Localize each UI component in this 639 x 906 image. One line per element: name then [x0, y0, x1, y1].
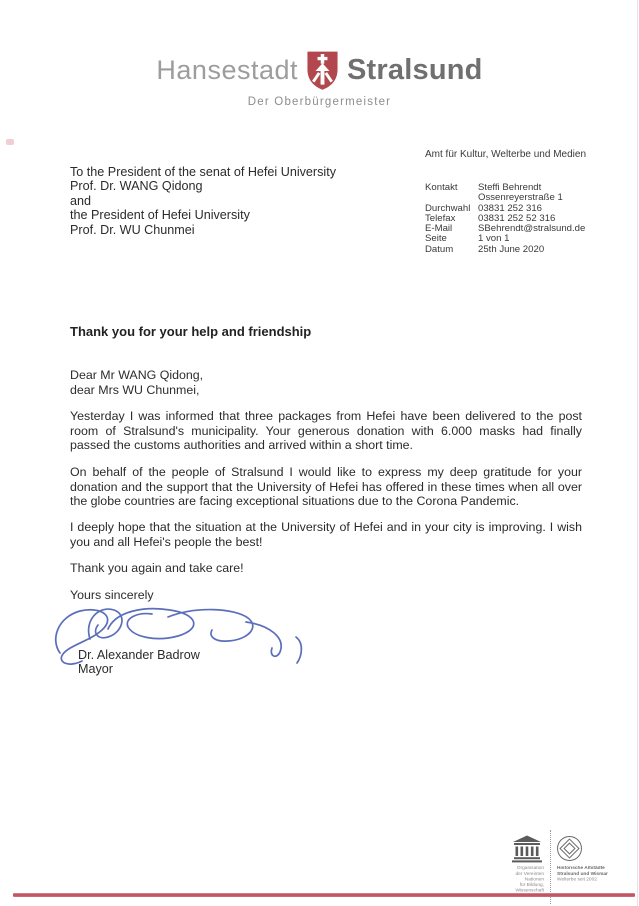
info-value: 1 von 1: [478, 233, 510, 245]
body-paragraph: Yesterday I was informed that three packages from Hefei have been delivered to the post room of Stralsund's municipality. Your generous donation with 6.000 masks had finally passed the customs authorities and arrived within a short time.: [70, 409, 582, 453]
stralsund-crest-icon: [306, 50, 339, 91]
info-label: Kontakt: [425, 182, 458, 193]
info-value: Steffi Behrendt: [478, 182, 542, 193]
contact-info-table: [425, 183, 635, 255]
signer-name: Dr. Alexander Badrow: [78, 648, 200, 662]
bottom-red-rule: [13, 893, 635, 897]
header-subtitle: Der Oberbürgermeister: [247, 96, 392, 108]
salutation: [70, 368, 203, 398]
info-value: 03831 252 52 316: [478, 212, 556, 224]
brand-name: Stralsund: [347, 54, 483, 86]
info-value: SBehrendt@stralsund.de: [478, 223, 586, 235]
info-label: Telefax: [425, 212, 456, 224]
info-value: Ossenreyerstraße 1: [478, 192, 563, 204]
recipient-address: [70, 165, 336, 237]
recipient-line: Prof. Dr. WANG Qidong: [70, 179, 203, 194]
brand-prefix: Hansestadt: [156, 55, 299, 85]
department-line: Amt für Kultur, Welterbe und Medien: [425, 149, 587, 160]
info-value: 03831 252 316: [478, 202, 543, 214]
info-label: Seite: [425, 233, 447, 245]
info-label: Datum: [425, 243, 454, 255]
info-label: E-Mail: [425, 223, 453, 235]
world-heritage-caption: Historische Altstädte Stralsund und Wismar Welterbe seit 2002: [557, 866, 608, 882]
header-brand: [0, 50, 639, 91]
recipient-line: To the President of the senat of Hefei University: [70, 165, 337, 179]
info-value: 25th June 2020: [478, 243, 545, 255]
body-paragraph: I deeply hope that the situation at the University of Hefei and in your city is improving. I wish you and all Hefei's people the best!: [70, 520, 582, 549]
scan-edge-line: [637, 0, 638, 906]
body-paragraph: On behalf of the people of Stralsund I would like to express my deep gratitude for your donation and the support that the University of Hefei has offered in these times when all over the globe countries are facing exceptional situations due to the Corona Pandemic.: [70, 465, 582, 509]
info-label: Durchwahl: [425, 202, 471, 214]
recipient-line: Prof. Dr. WU Chunmei: [70, 222, 195, 237]
unesco-logo-icon: [511, 835, 543, 863]
left-margin-mark: [6, 139, 14, 145]
closing-line: Thank you again and take care!: [70, 561, 244, 575]
signer-title: Mayor: [78, 662, 113, 677]
salutation-line: Dear Mr WANG Qidong,: [70, 368, 204, 382]
unesco-caption: Organisation der Vereinten Nationen für Bildung, Wissenschaft: [515, 866, 544, 894]
world-heritage-emblem-icon: [556, 835, 583, 862]
recipient-line: and: [70, 193, 92, 208]
recipient-line: the President of Hefei University: [70, 208, 250, 223]
valediction: Yours sincerely: [70, 588, 154, 602]
subject-line: Thank you for your help and friendship: [70, 324, 312, 339]
signature-block: [78, 648, 200, 676]
salutation-line: dear Mrs WU Chunmei,: [70, 383, 200, 397]
